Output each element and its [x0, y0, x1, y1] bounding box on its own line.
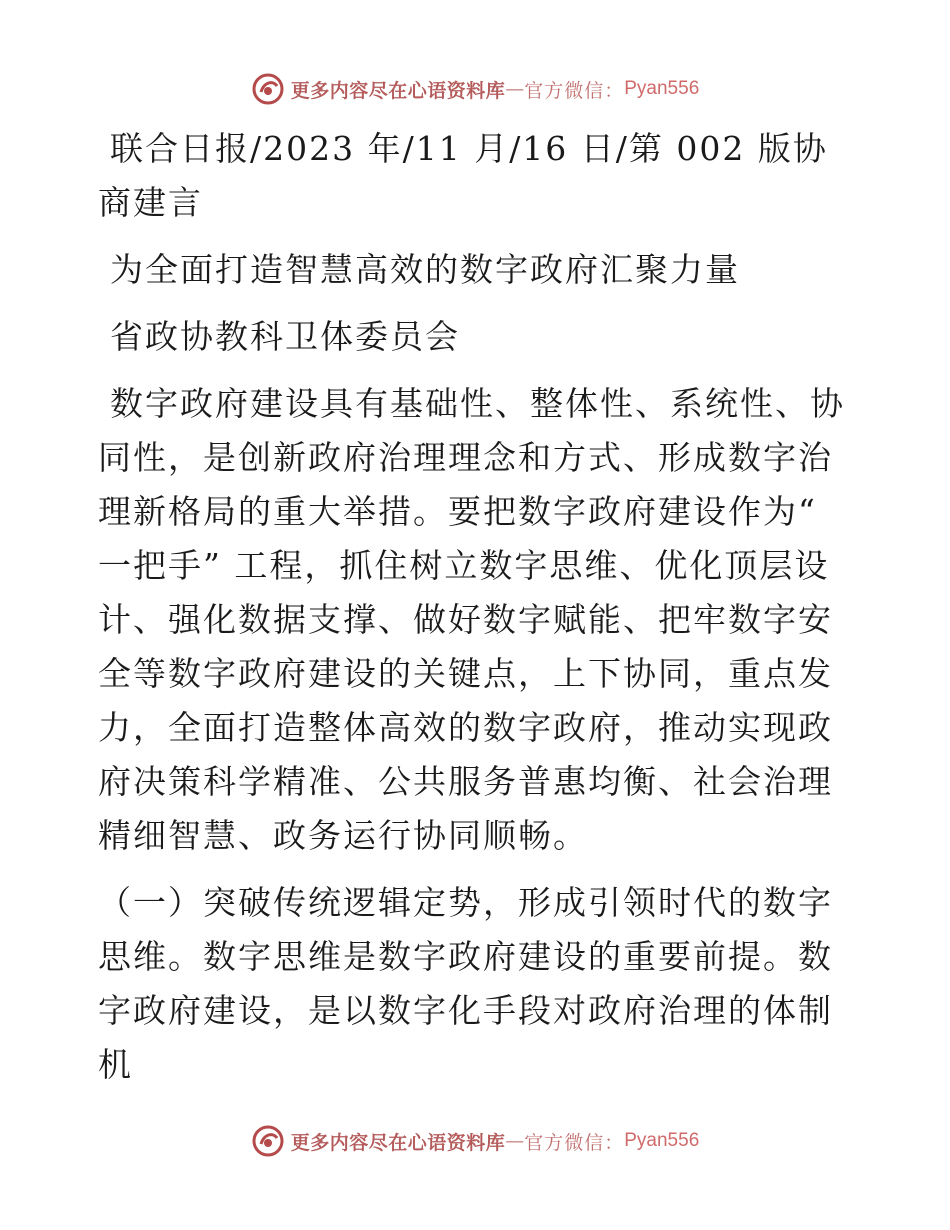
- article-author: 省政协教科卫体委员会: [110, 317, 460, 356]
- watermark-footer: [0, 1124, 950, 1158]
- article-paragraph: （一）突破传统逻辑定势，形成引领时代的数字思维。数字思维是数字政府建设的重要前提。数字政府建设，是以数字化手段对政府治理的体制机: [98, 883, 833, 1084]
- watermark-id: Pyan556: [624, 1130, 700, 1151]
- watermark-dash: —: [505, 1130, 525, 1152]
- logo-icon: [251, 72, 285, 106]
- watermark-sub-text: 官方微信：: [524, 1131, 625, 1154]
- article-source-line: 联合日报/2023 年/11 月/16 日/第 002 版协商建言: [98, 129, 828, 222]
- watermark-main-text: 更多内容尽在心语资料库: [290, 79, 506, 102]
- watermark-dash: —: [505, 78, 525, 100]
- article-paragraph: 数字政府建设具有基础性、整体性、系统性、协同性，是创新政府治理理念和方式、形成数字治理新格局的重大举措。要把数字政府建设作为“ 一把手” 工程，抓住树立数字思维、优化顶层设计、强化数据支撑、做好数字赋能、把牢数字安全等数字政府建设的关键点，上下协同，重点发力，全面打造整体高效的数字政府，推动实现政府决策科学精准、公共服务普惠均衡、社会治理精细智慧、政务运行协同顺畅。: [98, 384, 845, 855]
- watermark-sub-text: 官方微信：: [524, 79, 625, 102]
- watermark-main-text: 更多内容尽在心语资料库: [290, 1131, 506, 1154]
- logo-icon: [251, 1124, 285, 1158]
- article-title: 为全面打造智慧高效的数字政府汇聚力量: [110, 250, 740, 289]
- watermark-id: Pyan556: [624, 78, 700, 99]
- article-body: [98, 122, 858, 1105]
- watermark-header: [0, 72, 950, 106]
